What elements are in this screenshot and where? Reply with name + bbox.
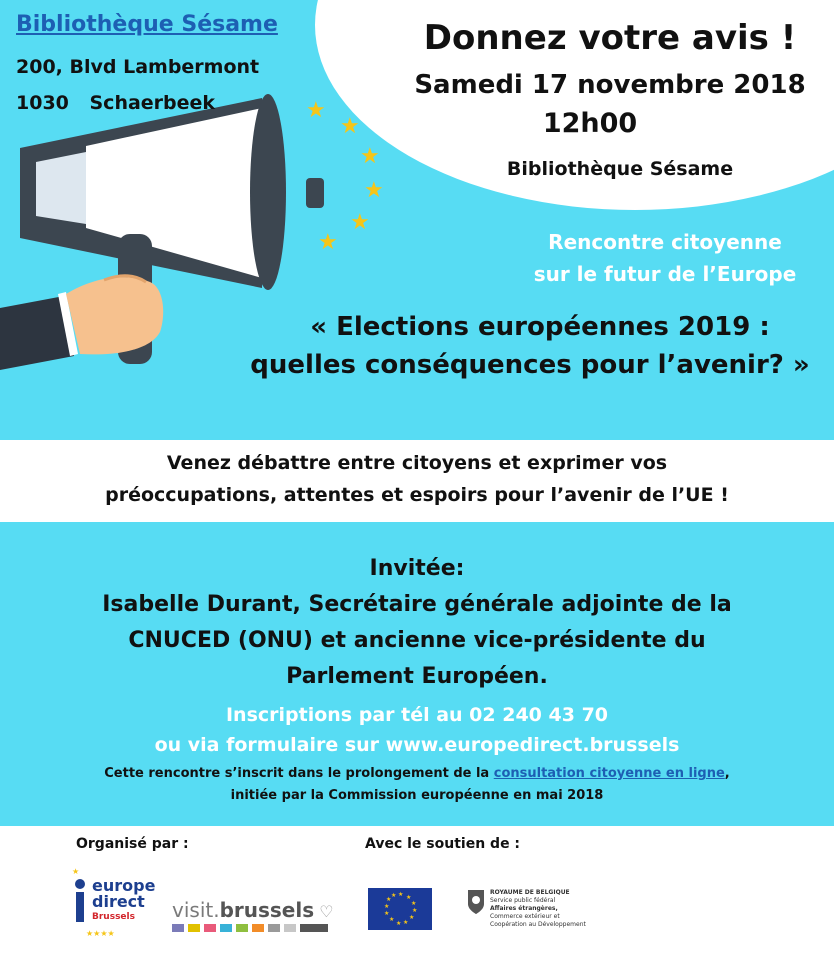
event-date: Samedi 17 novembre 2018: [414, 70, 806, 100]
event-place: Bibliothèque Sésame: [506, 158, 734, 180]
megaphone-stripe: [36, 152, 86, 224]
visit-prefix: visit.: [172, 898, 220, 922]
star-icon: ★: [340, 114, 360, 139]
svg-text:★: ★: [384, 903, 390, 910]
star-icon: ★: [364, 178, 384, 203]
invitation-line1: Venez débattre entre citoyens et exprimer vos: [166, 452, 668, 474]
europe-direct-word2: direct: [92, 892, 145, 911]
eu-flag-icon: [368, 888, 432, 930]
invitation-line2: préoccupations, attentes et espoirs pour l’avenir de l’UE !: [105, 484, 729, 506]
guest-label: Invitée:: [369, 556, 465, 581]
belgium-line3: Affaires étrangères,: [490, 905, 558, 912]
belgium-line4: Commerce extérieur et: [490, 913, 560, 920]
registration-website: ou via formulaire sur www.europedirect.brussels: [154, 734, 680, 756]
note-prefix: Cette rencontre s’inscrit dans le prolongement de la: [104, 766, 494, 781]
svg-text:★: ★: [396, 920, 402, 927]
megaphone-tip: [306, 178, 324, 208]
star-icon: ★: [360, 144, 380, 169]
megaphone-mouth: [250, 94, 286, 290]
organiser-label: Organisé par :: [76, 836, 189, 852]
visit-brussels-logo: [172, 898, 334, 922]
library-street: 200, Blvd Lambermont: [16, 56, 260, 78]
belgium-line5: Coopération au Développement: [490, 921, 586, 928]
svg-text:★: ★: [411, 900, 417, 907]
svg-text:★: ★: [386, 896, 392, 903]
heart-icon: ♡: [314, 902, 334, 921]
event-time: 12h00: [542, 108, 638, 139]
europe-direct-city: Brussels: [92, 912, 135, 922]
star-icon: ★: [72, 867, 80, 876]
belgium-line1: ROYAUME DE BELGIQUE: [490, 889, 570, 896]
belgium-seal-icon: [464, 888, 488, 916]
guest-description-line1: Isabelle Durant, Secrétaire générale adjointe de la: [102, 592, 732, 617]
hand-icon: [66, 277, 163, 354]
star-icon: ★★★★: [86, 929, 115, 938]
visit-name: brussels: [219, 898, 315, 922]
registration-phone: Inscriptions par tél au 02 240 43 70: [225, 704, 609, 726]
guest-description-line2: CNUCED (ONU) et ancienne vice-présidente du: [128, 628, 706, 653]
meeting-type-line2: sur le futur de l’Europe: [533, 262, 797, 286]
svg-text:★: ★: [412, 907, 418, 914]
library-city: 1030 Schaerbeek: [16, 92, 216, 114]
support-label: Avec le soutien de :: [365, 836, 521, 852]
svg-text:★: ★: [409, 914, 415, 921]
svg-text:★: ★: [398, 891, 404, 898]
star-icon: ★: [306, 98, 326, 123]
star-icon: ★: [318, 230, 338, 255]
belgium-line2: Service public fédéral: [490, 897, 556, 904]
svg-text:★: ★: [384, 910, 390, 917]
topic-title-line1: « Elections européennes 2019 :: [310, 312, 770, 342]
consultation-link[interactable]: consultation citoyenne en ligne: [493, 766, 725, 781]
consultation-note-line2: initiée par la Commission européenne en mai 2018: [230, 788, 604, 803]
svg-text:★: ★: [403, 919, 409, 926]
europe-direct-word1: europe: [92, 876, 156, 895]
svg-text:★: ★: [389, 916, 395, 923]
topic-title-line2: quelles conséquences pour l’avenir? »: [250, 350, 810, 380]
star-icon: ★: [350, 210, 370, 235]
note-suffix: ,: [724, 766, 730, 781]
guest-description-line3: Parlement Européen.: [286, 664, 548, 689]
svg-text:★: ★: [406, 894, 412, 901]
europe-direct-dot-icon: [75, 879, 85, 889]
europe-direct-i-icon: [76, 892, 84, 922]
svg-text:★: ★: [391, 892, 397, 899]
meeting-type-line1: Rencontre citoyenne: [548, 230, 782, 254]
library-name-link[interactable]: Bibliothèque Sésame: [16, 12, 278, 37]
event-headline: Donnez votre avis !: [423, 18, 797, 58]
consultation-note-line1: [0, 766, 834, 781]
visit-brussels-color-strip: [172, 924, 328, 932]
